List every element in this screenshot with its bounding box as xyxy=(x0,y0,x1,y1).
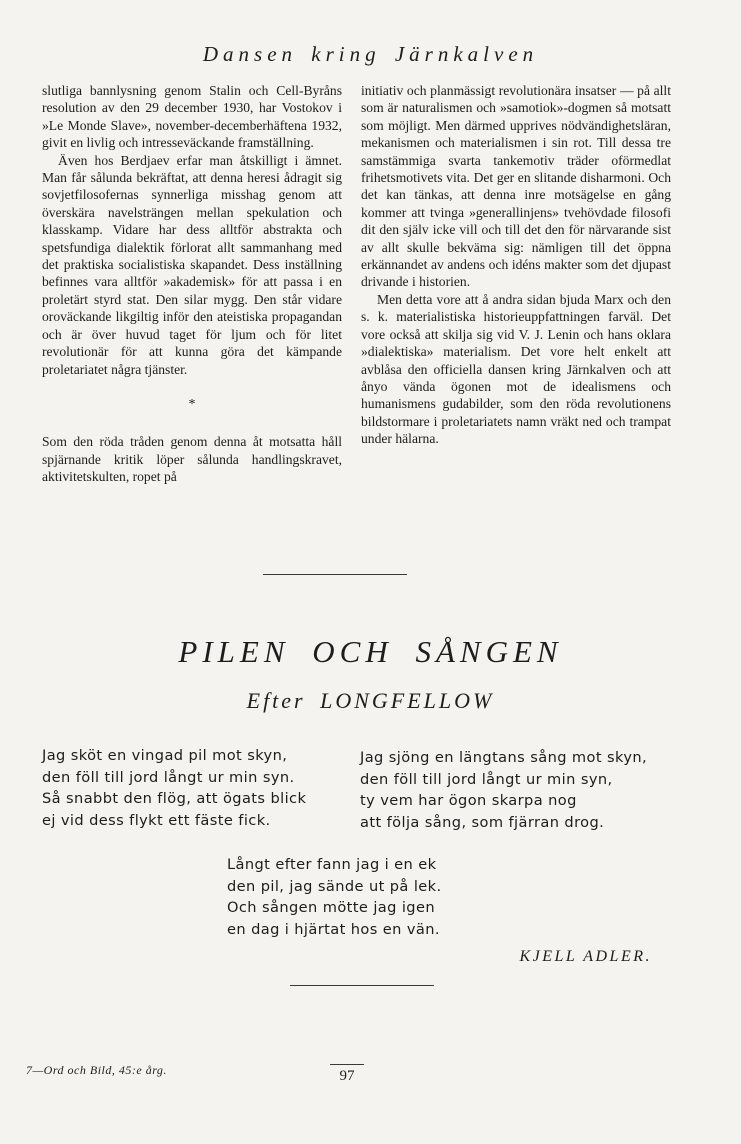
poem-stanza-1 xyxy=(42,745,306,831)
poem-subtitle: Efter LONGFELLOW xyxy=(246,688,495,713)
poem-line: Och sången mötte jag igen xyxy=(227,899,435,916)
poem-line: den föll till jord långt ur min syn, xyxy=(360,770,613,788)
poem-line: den pil, jag sände ut på lek. xyxy=(227,877,442,895)
article-left-column xyxy=(42,82,342,486)
poem-stanza-2 xyxy=(360,747,647,833)
article-right-column xyxy=(361,82,671,448)
poem-line: ej vid dess flykt ett fäste fick. xyxy=(42,811,271,829)
article-paragraph: Men detta vore att å andra sidan bjuda Marx och den s. k. materialistiska historieuppfattningen farväl. Det vore också att skilja sig vid V. J. Lenin och hans oklara »dialektiska» materialism. Det vore helt enkelt att avblåsa den officiella dansen kring Järnkalven och att ånyo vända ögonen mot de idealismens och humanismens gudabilder, som den röda revolutionens bildstormare i proletariatets namn vräkt ned och trampat under hälarna. xyxy=(361,291,671,447)
poem-line: den föll till jord långt ur min syn. xyxy=(42,768,295,786)
poem-line: Så snabbt den flög, att ögats blick xyxy=(42,790,307,807)
article-paragraph: initiativ och planmässigt revolutionära insatser — på allt som är naturalismen och »samotiok»-dogmen så motsatt som möjligt. Men därmed upprives nödvändighetsläran, mekanismen och materialismen i sin rot. Till dessa tre samstämmiga svarta tankemotiv träder oförmedlat frihetsmotivets vita. Det ger en slitande disharmoni. Och det kan tänkas, att denna inre motsägelse en gång kommer att tvinga »generallinjens» tvehövdade filosofi dit den själv icke vill och till det den för närvarande sist av allt skulle bekväma sig: nämligen till det öppna erkännandet av andens och idéns makter som det djupast drivande i historien. xyxy=(361,83,671,290)
section-separator: * xyxy=(188,396,196,412)
poem-title: PILEN OCH SÅNGEN xyxy=(178,634,563,669)
section-divider xyxy=(290,985,434,986)
poem-line: en dag i hjärtat hos en vän. xyxy=(227,920,440,938)
poem-stanza-3 xyxy=(227,854,442,940)
poem-line: Jag sjöng en längtans sång mot skyn, xyxy=(360,749,648,766)
poem-line: Långt efter fann jag i en ek xyxy=(227,856,437,873)
article-paragraph: slutliga bannlysning genom Stalin och Cell-Byråns resolution av den 29 december 1930, har Vostokov i »Le Monde Slave», november-decemberhäftena 1932, givit en livlig och intresseväckande framställning. xyxy=(42,83,342,151)
running-header: Dansen kring Järnkalven xyxy=(202,42,539,66)
poem-line: Jag sköt en vingad pil mot skyn, xyxy=(42,747,288,764)
page-number: 97 xyxy=(339,1068,355,1084)
page-number-rule xyxy=(330,1064,364,1065)
article-paragraph: Även hos Berdjaev erfar man åtskilligt i ämnet. Man får sålunda bekräftat, att denna heresi ådragit sig sovjetfilosofernas synnerliga misshag genom att överskära navelsträngen mellan spekulation och klasskamp. Vidare har dess alltför abstrakta och spetsfundiga dialektik förlorat allt sammanhang med det praktiska socialistiska skapandet. Dess inställning befinnes vara alltför »akademisk» för att passa i en proletärt styrd stat. Den silar mygg. Den står vidare oroväckande likgiltig inför den ateistiska propagandan och är över huvud taget för ljum och för litet revolutionär för att kunna göra det kämpande proletariatet några tjänster. xyxy=(42,152,342,377)
article-paragraph: Som den röda tråden genom denna åt motsatta håll spjärnande kritik löper sålunda handlingskravet, aktivitetskulten, ropet på xyxy=(42,434,342,485)
poem-author: KJELL ADLER. xyxy=(519,948,652,965)
publication-source: 7—Ord och Bild, 45:e årg. xyxy=(26,1063,167,1077)
section-divider xyxy=(263,574,407,575)
poem-line: att följa sång, som fjärran drog. xyxy=(360,813,605,831)
poem-line: ty vem har ögon skarpa nog xyxy=(360,792,577,809)
